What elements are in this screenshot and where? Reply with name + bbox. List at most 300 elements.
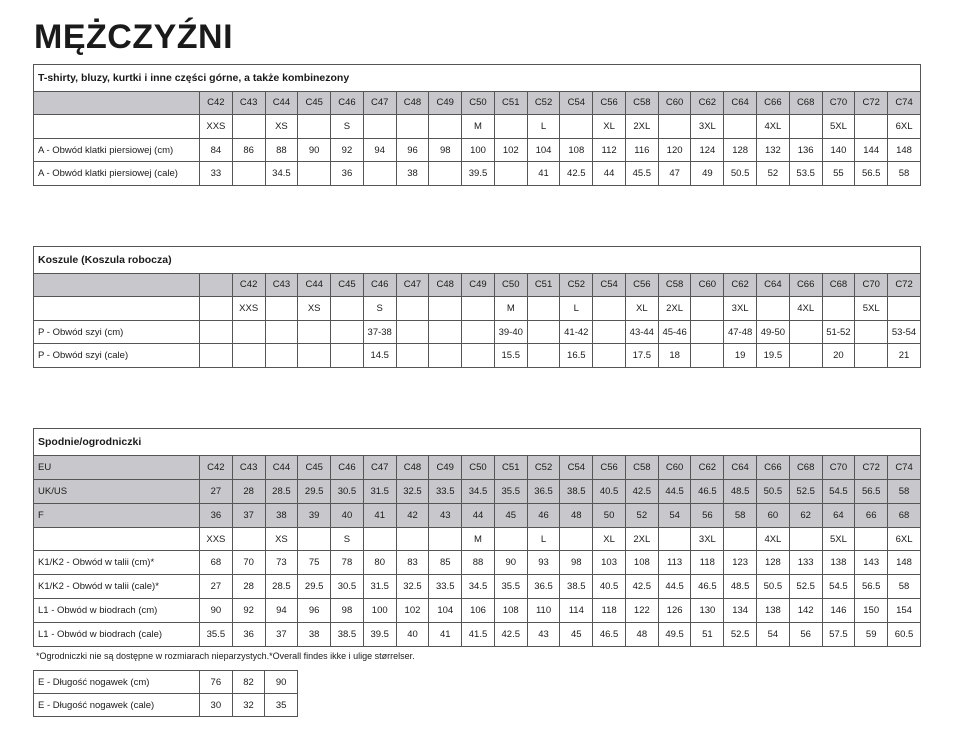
size-code-cell: C45 [331, 273, 364, 297]
size-letter-cell: S [363, 297, 396, 321]
size-code-cell: C42 [200, 455, 233, 479]
value-cell: 123 [724, 551, 757, 575]
row-label: K1/K2 - Obwód w talii (cale)* [34, 575, 200, 599]
value-cell: 19.5 [757, 344, 790, 368]
value-cell: 38 [298, 623, 331, 647]
size-code-cell: C68 [789, 91, 822, 115]
value-cell: 41.5 [462, 623, 495, 647]
value-cell: 136 [789, 138, 822, 162]
size-code-cell: 46 [527, 503, 560, 527]
value-cell: 108 [494, 599, 527, 623]
size-code-cell: 45 [494, 503, 527, 527]
size-letter-cell [298, 115, 331, 139]
value-cell: 100 [363, 599, 396, 623]
value-cell: 38.5 [560, 575, 593, 599]
size-code-cell: 54.5 [822, 479, 855, 503]
value-cell: 32.5 [396, 575, 429, 599]
size-code-cell: 56.5 [855, 479, 888, 503]
value-cell: 78 [331, 551, 364, 575]
value-cell: 114 [560, 599, 593, 623]
size-letter-cell: XS [265, 527, 298, 551]
size-letter-cell [724, 527, 757, 551]
size-letter-cell [232, 115, 265, 139]
size-code-cell: 41 [363, 503, 396, 527]
value-cell [232, 344, 265, 368]
value-cell: 154 [888, 599, 921, 623]
size-code-cell: 50.5 [757, 479, 790, 503]
value-cell: 98 [331, 599, 364, 623]
value-cell: 90 [494, 551, 527, 575]
size-code-cell: C49 [429, 91, 462, 115]
size-code-cell: C54 [593, 273, 626, 297]
size-code-cell: C45 [298, 455, 331, 479]
size-letter-cell: 6XL [888, 115, 921, 139]
size-code-cell: 58 [724, 503, 757, 527]
size-letter-row [34, 115, 921, 139]
size-code-cell: 36 [200, 503, 233, 527]
value-cell: 54.5 [822, 575, 855, 599]
size-letter-cell [462, 297, 495, 321]
size-letter-cell: 4XL [757, 115, 790, 139]
value-cell: 56.5 [855, 575, 888, 599]
value-cell: 51-52 [822, 320, 855, 344]
value-cell: 44.5 [658, 575, 691, 599]
value-cell [331, 320, 364, 344]
size-code-cell: C42 [200, 91, 233, 115]
size-code-cell: C45 [298, 91, 331, 115]
value-cell [855, 344, 888, 368]
size-letter-cell [429, 527, 462, 551]
value-cell: 73 [265, 551, 298, 575]
value-cell: 85 [429, 551, 462, 575]
value-cell: 86 [232, 138, 265, 162]
size-code-cell: 46.5 [691, 479, 724, 503]
shirts-size-table [33, 64, 921, 186]
page-title: MĘŻCZYŹNI [34, 18, 234, 56]
value-cell: 39.5 [363, 623, 396, 647]
size-code-cell: C51 [494, 91, 527, 115]
value-cell: 148 [888, 138, 921, 162]
value-cell: 56.5 [855, 162, 888, 186]
value-cell: 41 [429, 623, 462, 647]
value-cell: 68 [200, 551, 233, 575]
row-label: F [34, 503, 200, 527]
size-letter-cell [265, 297, 298, 321]
value-cell: 28 [232, 575, 265, 599]
row-label: E - Długość nogawek (cm) [34, 671, 200, 694]
size-code-cell: C58 [625, 91, 658, 115]
size-letter-cell: 3XL [724, 297, 757, 321]
row-label: EU [34, 455, 200, 479]
size-letter-cell [691, 297, 724, 321]
size-letter-row [34, 297, 921, 321]
size-code-cell: 58 [888, 479, 921, 503]
value-cell: 98 [429, 138, 462, 162]
size-code-cell: 60 [757, 503, 790, 527]
size-code-cell: 52.5 [789, 479, 822, 503]
size-code-cell: C42 [232, 273, 265, 297]
size-letter-cell [396, 297, 429, 321]
value-cell: 124 [691, 138, 724, 162]
value-cell: 49.5 [658, 623, 691, 647]
size-letter-cell: L [527, 527, 560, 551]
size-letter-cell: M [494, 297, 527, 321]
size-code-cell: 34.5 [462, 479, 495, 503]
size-code-cell: C70 [822, 455, 855, 479]
value-cell [593, 344, 626, 368]
row-label: P - Obwód szyi (cm) [34, 320, 200, 344]
row-label: K1/K2 - Obwód w talii (cm)* [34, 551, 200, 575]
value-cell: 35.5 [200, 623, 233, 647]
size-code-cell: C62 [691, 91, 724, 115]
size-code-cell: C48 [396, 91, 429, 115]
size-code-cell: C51 [494, 455, 527, 479]
value-cell: 45 [560, 623, 593, 647]
size-letter-cell [232, 527, 265, 551]
value-cell [789, 320, 822, 344]
value-cell: 104 [429, 599, 462, 623]
value-cell [265, 344, 298, 368]
size-letter-cell: 3XL [691, 527, 724, 551]
value-cell: 51 [691, 623, 724, 647]
size-system-row [34, 455, 921, 479]
value-cell: 37-38 [363, 320, 396, 344]
value-cell: 104 [527, 138, 560, 162]
size-code-cell: C50 [462, 91, 495, 115]
size-code-cell: C64 [757, 273, 790, 297]
value-cell: 112 [593, 138, 626, 162]
value-cell: 20 [822, 344, 855, 368]
value-cell: 54 [757, 623, 790, 647]
value-cell: 93 [527, 551, 560, 575]
value-cell: 33 [200, 162, 233, 186]
value-cell [429, 344, 462, 368]
size-letter-cell: 2XL [625, 115, 658, 139]
size-code-cell: C54 [560, 455, 593, 479]
measurement-row [34, 344, 921, 368]
size-code-cell: C47 [363, 455, 396, 479]
size-code-cell: C62 [691, 455, 724, 479]
size-letter-cell [789, 527, 822, 551]
size-code-cell: 27 [200, 479, 233, 503]
size-code-cell: 68 [888, 503, 921, 527]
size-code-cell: 56 [691, 503, 724, 527]
size-code-cell: 35.5 [494, 479, 527, 503]
size-code-cell: C44 [265, 91, 298, 115]
row-label: E - Długość nogawek (cale) [34, 694, 200, 717]
size-letter-cell: 5XL [822, 527, 855, 551]
size-letter-cell [658, 527, 691, 551]
size-system-row [34, 479, 921, 503]
value-cell [691, 320, 724, 344]
size-code-cell: 28.5 [265, 479, 298, 503]
value-cell: 35 [265, 694, 298, 717]
size-letter-cell: 6XL [888, 527, 921, 551]
size-letter-row [34, 527, 921, 551]
value-cell: 48.5 [724, 575, 757, 599]
value-cell: 90 [200, 599, 233, 623]
size-code-cell: C48 [396, 455, 429, 479]
measurement-row [34, 623, 921, 647]
size-code-cell: C54 [560, 91, 593, 115]
size-letter-cell [757, 297, 790, 321]
size-code-cell: C60 [658, 91, 691, 115]
size-letter-cell: S [331, 527, 364, 551]
table-title-row [34, 429, 921, 456]
size-code-cell: C70 [855, 273, 888, 297]
size-code-cell: 36.5 [527, 479, 560, 503]
value-cell: 120 [658, 138, 691, 162]
size-code-row [34, 273, 921, 297]
size-code-cell: 31.5 [363, 479, 396, 503]
size-letter-cell: 2XL [625, 527, 658, 551]
value-cell: 118 [593, 599, 626, 623]
value-cell: 148 [888, 551, 921, 575]
value-cell: 32 [232, 694, 265, 717]
header-blank-cell [34, 115, 200, 139]
size-code-cell: 37 [232, 503, 265, 527]
value-cell [691, 344, 724, 368]
size-letter-cell [494, 115, 527, 139]
size-code-cell: C56 [593, 91, 626, 115]
value-cell [298, 162, 331, 186]
size-code-cell: C49 [429, 455, 462, 479]
size-code-cell: C43 [232, 91, 265, 115]
size-code-cell: 50 [593, 503, 626, 527]
size-code-cell: 40 [331, 503, 364, 527]
size-code-cell: 38.5 [560, 479, 593, 503]
size-letter-cell: M [462, 115, 495, 139]
size-letter-cell: S [331, 115, 364, 139]
measurement-row [34, 320, 921, 344]
value-cell [593, 320, 626, 344]
value-cell: 142 [789, 599, 822, 623]
size-letter-cell [822, 297, 855, 321]
size-letter-cell: XXS [232, 297, 265, 321]
size-letter-cell [527, 297, 560, 321]
table-title-row [34, 247, 921, 274]
value-cell: 138 [757, 599, 790, 623]
size-letter-cell: XS [265, 115, 298, 139]
size-letter-cell: 4XL [757, 527, 790, 551]
value-cell: 128 [724, 138, 757, 162]
size-code-cell: C66 [757, 91, 790, 115]
value-cell [331, 344, 364, 368]
value-cell: 83 [396, 551, 429, 575]
size-code-cell: C70 [822, 91, 855, 115]
size-code-cell: C44 [298, 273, 331, 297]
value-cell: 133 [789, 551, 822, 575]
value-cell: 40.5 [593, 575, 626, 599]
size-letter-cell [658, 115, 691, 139]
value-cell: 92 [331, 138, 364, 162]
size-letter-cell: XS [298, 297, 331, 321]
value-cell [298, 344, 331, 368]
size-code-cell: C46 [331, 91, 364, 115]
value-cell: 34.5 [462, 575, 495, 599]
size-letter-cell: L [560, 297, 593, 321]
size-code-cell: C72 [855, 91, 888, 115]
value-cell: 45.5 [625, 162, 658, 186]
header-blank-cell [34, 273, 200, 297]
value-cell [527, 320, 560, 344]
value-cell: 55 [822, 162, 855, 186]
size-code-cell: C50 [494, 273, 527, 297]
value-cell: 102 [494, 138, 527, 162]
value-cell: 34.5 [265, 162, 298, 186]
size-code-cell: 32.5 [396, 479, 429, 503]
value-cell: 38.5 [331, 623, 364, 647]
size-letter-cell [396, 527, 429, 551]
value-cell: 41 [527, 162, 560, 186]
size-code-cell: C48 [429, 273, 462, 297]
value-cell [527, 344, 560, 368]
size-letter-cell [298, 527, 331, 551]
size-code-cell: 29.5 [298, 479, 331, 503]
value-cell: 118 [691, 551, 724, 575]
value-cell: 37 [265, 623, 298, 647]
value-cell [462, 344, 495, 368]
value-cell: 50.5 [724, 162, 757, 186]
measurement-row [34, 694, 298, 717]
value-cell [200, 320, 233, 344]
value-cell: 113 [658, 551, 691, 575]
size-letter-cell [593, 297, 626, 321]
size-code-cell: C74 [888, 91, 921, 115]
size-letter-cell [396, 115, 429, 139]
value-cell: 134 [724, 599, 757, 623]
size-letter-cell: 5XL [822, 115, 855, 139]
size-code-cell: C46 [363, 273, 396, 297]
size-letter-cell [855, 115, 888, 139]
inseam-size-table [33, 670, 298, 717]
value-cell: 146 [822, 599, 855, 623]
size-code-cell: C62 [724, 273, 757, 297]
value-cell: 46.5 [593, 623, 626, 647]
size-letter-cell [888, 297, 921, 321]
header-blank-cell [34, 297, 200, 321]
size-code-cell: C68 [789, 455, 822, 479]
value-cell: 96 [298, 599, 331, 623]
size-letter-cell: M [462, 527, 495, 551]
size-code-cell: C51 [527, 273, 560, 297]
header-blank-cell [200, 273, 233, 297]
size-code-cell: 48.5 [724, 479, 757, 503]
value-cell [200, 344, 233, 368]
value-cell: 50.5 [757, 575, 790, 599]
value-cell: 52.5 [789, 575, 822, 599]
value-cell: 33.5 [429, 575, 462, 599]
value-cell: 36 [331, 162, 364, 186]
value-cell: 116 [625, 138, 658, 162]
value-cell: 39-40 [494, 320, 527, 344]
value-cell: 57.5 [822, 623, 855, 647]
value-cell: 43 [527, 623, 560, 647]
value-cell: 43-44 [625, 320, 658, 344]
size-code-cell: 30.5 [331, 479, 364, 503]
size-code-cell: C60 [691, 273, 724, 297]
size-code-cell: C74 [888, 455, 921, 479]
row-label: UK/US [34, 479, 200, 503]
size-letter-cell [429, 297, 462, 321]
size-letter-cell [363, 115, 396, 139]
size-code-cell: C56 [593, 455, 626, 479]
value-cell [789, 344, 822, 368]
value-cell [265, 320, 298, 344]
value-cell: 52.5 [724, 623, 757, 647]
value-cell: 90 [265, 671, 298, 694]
table-title: Spodnie/ogrodniczki [34, 429, 921, 456]
size-code-cell: C58 [658, 273, 691, 297]
size-letter-cell [789, 115, 822, 139]
size-code-cell: 42 [396, 503, 429, 527]
value-cell: 150 [855, 599, 888, 623]
size-code-cell: 66 [855, 503, 888, 527]
size-code-cell: C66 [789, 273, 822, 297]
size-letter-cell: XL [625, 297, 658, 321]
size-code-cell: C56 [625, 273, 658, 297]
value-cell: 31.5 [363, 575, 396, 599]
size-code-cell: C50 [462, 455, 495, 479]
value-cell: 21 [888, 344, 921, 368]
header-blank-cell [34, 527, 200, 551]
value-cell: 52 [757, 162, 790, 186]
size-code-cell: C64 [724, 91, 757, 115]
value-cell: 108 [625, 551, 658, 575]
value-cell: 128 [757, 551, 790, 575]
size-code-cell: C46 [331, 455, 364, 479]
value-cell: 140 [822, 138, 855, 162]
size-code-cell: 39 [298, 503, 331, 527]
value-cell: 76 [200, 671, 233, 694]
size-code-cell: C60 [658, 455, 691, 479]
size-code-cell: C52 [527, 91, 560, 115]
value-cell [494, 162, 527, 186]
size-code-cell: C52 [527, 455, 560, 479]
value-cell: 18 [658, 344, 691, 368]
value-cell: 29.5 [298, 575, 331, 599]
size-letter-cell [494, 527, 527, 551]
size-code-cell: C68 [822, 273, 855, 297]
value-cell [396, 344, 429, 368]
size-letter-cell [429, 115, 462, 139]
value-cell: 122 [625, 599, 658, 623]
row-label: A - Obwód klatki piersiowej (cale) [34, 162, 200, 186]
trousers-footnote: *Ogrodniczki nie są dostępne w rozmiarach nieparzystych.*Overall findes ikke i ulige størrelser. [36, 651, 415, 661]
value-cell: 126 [658, 599, 691, 623]
size-letter-cell: 2XL [658, 297, 691, 321]
size-letter-cell [724, 115, 757, 139]
size-code-cell: C47 [363, 91, 396, 115]
value-cell: 90 [298, 138, 331, 162]
value-cell [396, 320, 429, 344]
size-code-cell: 52 [625, 503, 658, 527]
header-blank-cell [34, 91, 200, 115]
value-cell: 35.5 [494, 575, 527, 599]
value-cell: 103 [593, 551, 626, 575]
value-cell: 88 [462, 551, 495, 575]
value-cell: 30.5 [331, 575, 364, 599]
value-cell: 40 [396, 623, 429, 647]
value-cell: 80 [363, 551, 396, 575]
value-cell: 16.5 [560, 344, 593, 368]
value-cell: 49-50 [757, 320, 790, 344]
value-cell [429, 162, 462, 186]
value-cell: 58 [888, 162, 921, 186]
size-code-cell: 62 [789, 503, 822, 527]
value-cell: 41-42 [560, 320, 593, 344]
table-title-row [34, 65, 921, 92]
